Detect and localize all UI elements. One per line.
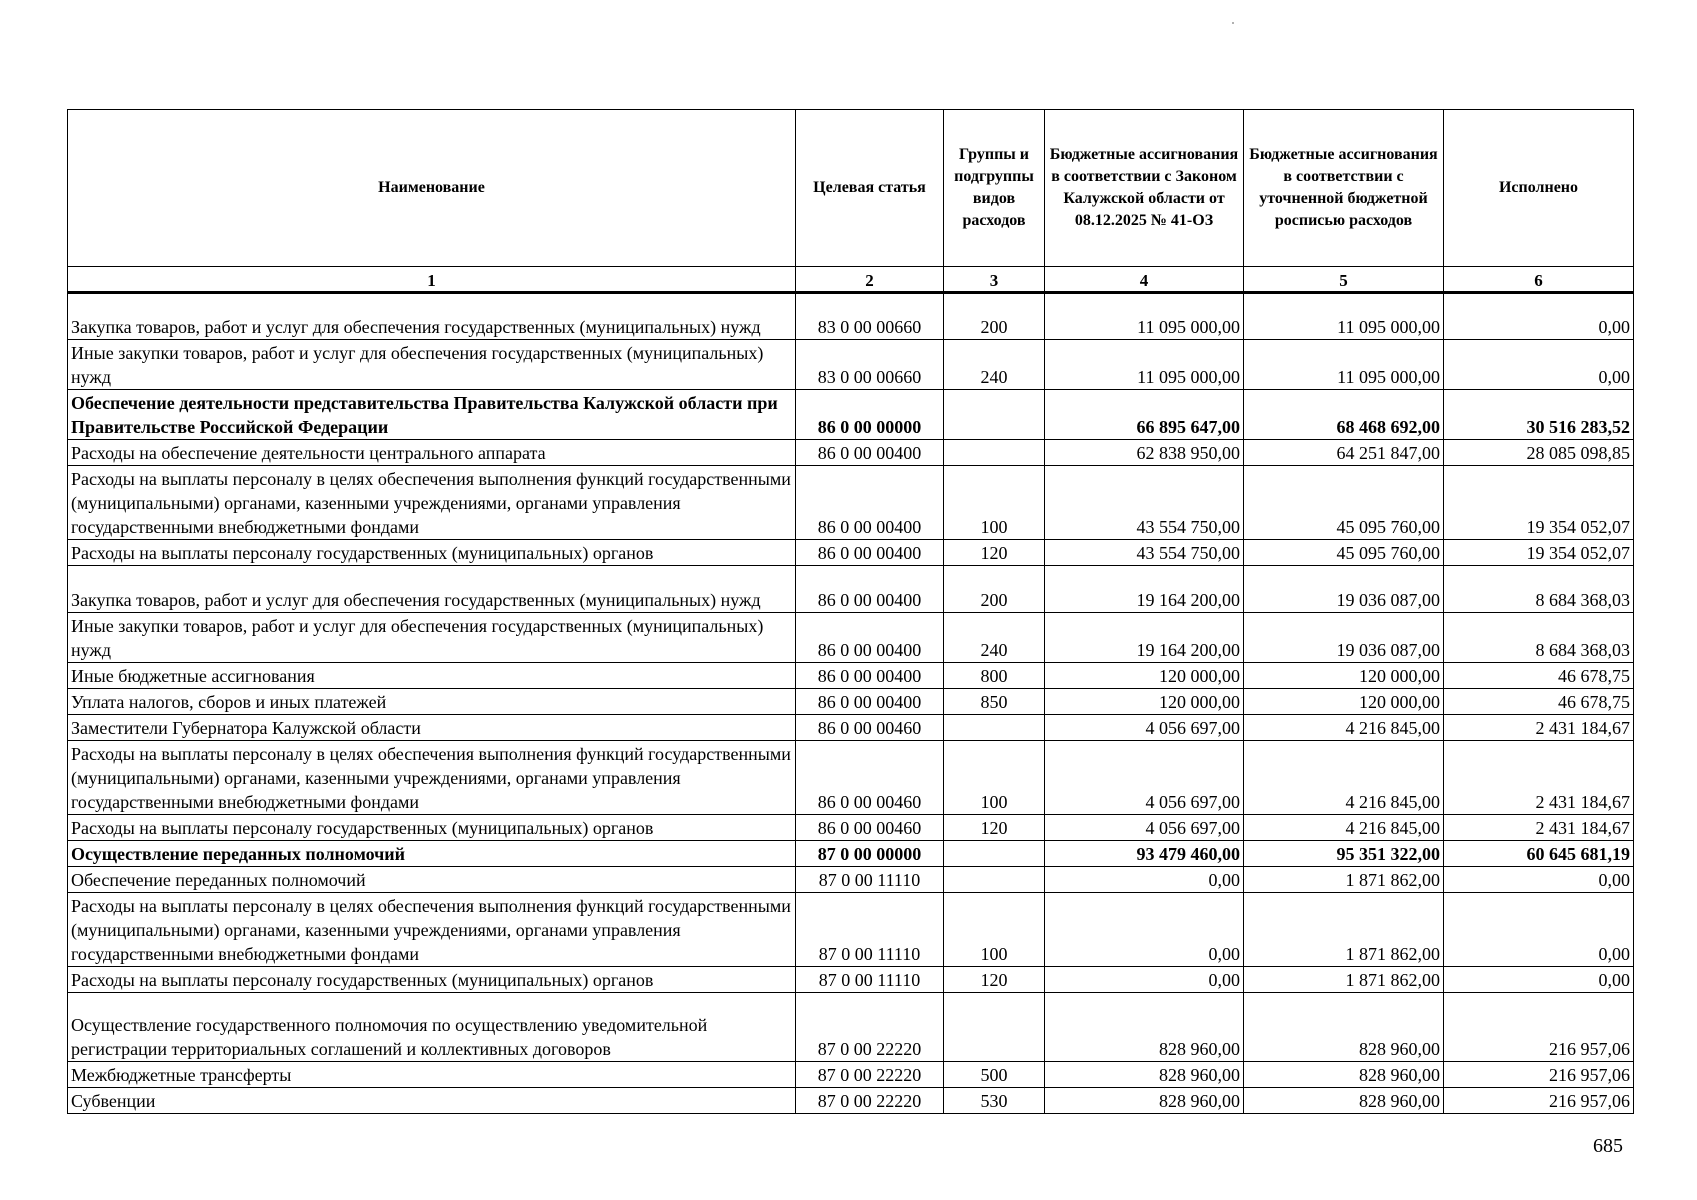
budget-table (67, 109, 1634, 1114)
row-target-article: 83 0 00 00660 (796, 293, 944, 340)
row-executed: 46 678,75 (1444, 663, 1634, 689)
row-executed: 0,00 (1444, 967, 1634, 993)
row-expense-group (944, 993, 1045, 1062)
header-executed: Исполнено (1444, 110, 1634, 267)
row-name: Субвенции (68, 1088, 796, 1114)
row-target-article: 87 0 00 22220 (796, 1062, 944, 1088)
row-expense-group: 530 (944, 1088, 1045, 1114)
row-name: Расходы на выплаты персоналу государственных (муниципальных) органов (68, 815, 796, 841)
table-row (68, 715, 1634, 741)
row-law-allocation: 0,00 (1045, 967, 1244, 993)
row-target-article: 87 0 00 22220 (796, 993, 944, 1062)
row-refined-allocation: 4 216 845,00 (1244, 815, 1444, 841)
row-law-allocation: 828 960,00 (1045, 1088, 1244, 1114)
table-row (68, 1062, 1634, 1088)
row-law-allocation: 19 164 200,00 (1045, 566, 1244, 613)
row-expense-group: 100 (944, 741, 1045, 815)
row-law-allocation: 62 838 950,00 (1045, 440, 1244, 466)
row-name: Уплата налогов, сборов и иных платежей (68, 689, 796, 715)
row-expense-group: 120 (944, 967, 1045, 993)
header-law-allocations: Бюджетные ассигнования в соответствии с Законом Калужской области от 08.12.2025 № 41-ОЗ (1045, 110, 1244, 267)
row-target-article: 86 0 00 00460 (796, 741, 944, 815)
row-expense-group (944, 715, 1045, 741)
table-row (68, 867, 1634, 893)
row-expense-group: 200 (944, 566, 1045, 613)
row-refined-allocation: 11 095 000,00 (1244, 340, 1444, 390)
row-refined-allocation: 11 095 000,00 (1244, 293, 1444, 340)
table-row (68, 893, 1634, 967)
row-expense-group: 800 (944, 663, 1045, 689)
row-law-allocation: 828 960,00 (1045, 1062, 1244, 1088)
row-law-allocation: 43 554 750,00 (1045, 540, 1244, 566)
header-expense-groups: Группы и подгруппы видов расходов (944, 110, 1045, 267)
row-executed: 8 684 368,03 (1444, 566, 1634, 613)
row-target-article: 87 0 00 22220 (796, 1088, 944, 1114)
table-row (68, 613, 1634, 663)
row-target-article: 86 0 00 00460 (796, 715, 944, 741)
row-refined-allocation: 19 036 087,00 (1244, 613, 1444, 663)
table-row (68, 466, 1634, 540)
row-executed: 216 957,06 (1444, 1062, 1634, 1088)
table-row (68, 841, 1634, 867)
table-row (68, 815, 1634, 841)
row-law-allocation: 120 000,00 (1045, 689, 1244, 715)
row-target-article: 86 0 00 00460 (796, 815, 944, 841)
column-number: 5 (1244, 267, 1444, 293)
table-row (68, 440, 1634, 466)
row-target-article: 87 0 00 11110 (796, 867, 944, 893)
row-executed: 8 684 368,03 (1444, 613, 1634, 663)
row-refined-allocation: 828 960,00 (1244, 1062, 1444, 1088)
row-executed: 19 354 052,07 (1444, 466, 1634, 540)
row-name: Расходы на выплаты персоналу государственных (муниципальных) органов (68, 967, 796, 993)
table-row (68, 741, 1634, 815)
row-expense-group: 120 (944, 540, 1045, 566)
row-law-allocation: 120 000,00 (1045, 663, 1244, 689)
row-expense-group: 100 (944, 893, 1045, 967)
row-refined-allocation: 1 871 862,00 (1244, 893, 1444, 967)
table-row (68, 663, 1634, 689)
table-row (68, 993, 1634, 1062)
row-name: Расходы на выплаты персоналу в целях обеспечения выполнения функций государственными (муниципальными) органами, казенными учреждениями, органами управления государственными внебюджетными фондами (68, 741, 796, 815)
row-law-allocation: 11 095 000,00 (1045, 340, 1244, 390)
row-expense-group: 200 (944, 293, 1045, 340)
row-executed: 46 678,75 (1444, 689, 1634, 715)
row-name: Иные закупки товаров, работ и услуг для обеспечения государственных (муниципальных) нужд (68, 613, 796, 663)
row-law-allocation: 4 056 697,00 (1045, 741, 1244, 815)
row-expense-group (944, 440, 1045, 466)
row-expense-group: 120 (944, 815, 1045, 841)
table-body (68, 293, 1634, 1114)
row-law-allocation: 4 056 697,00 (1045, 815, 1244, 841)
row-name: Межбюджетные трансферты (68, 1062, 796, 1088)
row-name: Расходы на выплаты персоналу в целях обеспечения выполнения функций государственными (муниципальными) органами, казенными учреждениями, органами управления государственными внебюджетными фондами (68, 466, 796, 540)
row-executed: 60 645 681,19 (1444, 841, 1634, 867)
row-expense-group: 500 (944, 1062, 1045, 1088)
column-number: 2 (796, 267, 944, 293)
column-number: 6 (1444, 267, 1634, 293)
row-refined-allocation: 4 216 845,00 (1244, 715, 1444, 741)
row-refined-allocation: 120 000,00 (1244, 663, 1444, 689)
row-refined-allocation: 4 216 845,00 (1244, 741, 1444, 815)
table-row (68, 689, 1634, 715)
row-target-article: 86 0 00 00400 (796, 566, 944, 613)
table-row (68, 967, 1634, 993)
row-refined-allocation: 45 095 760,00 (1244, 466, 1444, 540)
row-name: Иные закупки товаров, работ и услуг для обеспечения государственных (муниципальных) нужд (68, 340, 796, 390)
row-refined-allocation: 120 000,00 (1244, 689, 1444, 715)
row-refined-allocation: 95 351 322,00 (1244, 841, 1444, 867)
row-refined-allocation: 64 251 847,00 (1244, 440, 1444, 466)
row-expense-group (944, 390, 1045, 440)
table-row (68, 540, 1634, 566)
row-law-allocation: 66 895 647,00 (1045, 390, 1244, 440)
row-name: Расходы на выплаты персоналу в целях обеспечения выполнения функций государственными (муниципальными) органами, казенными учреждениями, органами управления государственными внебюджетными фондами (68, 893, 796, 967)
row-executed: 0,00 (1444, 893, 1634, 967)
table-header-row (68, 110, 1634, 267)
row-name: Закупка товаров, работ и услуг для обеспечения государственных (муниципальных) нужд (68, 566, 796, 613)
row-name: Расходы на выплаты персоналу государственных (муниципальных) органов (68, 540, 796, 566)
page-number: 685 (1593, 1135, 1623, 1157)
row-target-article: 86 0 00 00400 (796, 466, 944, 540)
row-expense-group (944, 841, 1045, 867)
row-executed: 216 957,06 (1444, 993, 1634, 1062)
row-name: Осуществление государственного полномочия по осуществлению уведомительной регистрации территориальных соглашений и коллективных договоров (68, 993, 796, 1062)
row-executed: 19 354 052,07 (1444, 540, 1634, 566)
row-refined-allocation: 828 960,00 (1244, 993, 1444, 1062)
row-executed: 2 431 184,67 (1444, 741, 1634, 815)
row-target-article: 86 0 00 00400 (796, 613, 944, 663)
header-name: Наименование (68, 110, 796, 267)
row-executed: 0,00 (1444, 867, 1634, 893)
row-refined-allocation: 1 871 862,00 (1244, 867, 1444, 893)
row-refined-allocation: 1 871 862,00 (1244, 967, 1444, 993)
row-refined-allocation: 45 095 760,00 (1244, 540, 1444, 566)
row-law-allocation: 43 554 750,00 (1045, 466, 1244, 540)
row-name: Иные бюджетные ассигнования (68, 663, 796, 689)
row-target-article: 86 0 00 00000 (796, 390, 944, 440)
row-expense-group: 240 (944, 340, 1045, 390)
column-number: 1 (68, 267, 796, 293)
row-executed: 0,00 (1444, 340, 1634, 390)
row-law-allocation: 11 095 000,00 (1045, 293, 1244, 340)
row-expense-group: 850 (944, 689, 1045, 715)
row-expense-group (944, 867, 1045, 893)
row-target-article: 86 0 00 00400 (796, 663, 944, 689)
row-name: Закупка товаров, работ и услуг для обеспечения государственных (муниципальных) нужд (68, 293, 796, 340)
row-law-allocation: 93 479 460,00 (1045, 841, 1244, 867)
row-name: Обеспечение переданных полномочий (68, 867, 796, 893)
row-target-article: 86 0 00 00400 (796, 540, 944, 566)
header-target-article: Целевая статья (796, 110, 944, 267)
row-target-article: 87 0 00 11110 (796, 967, 944, 993)
row-name: Осуществление переданных полномочий (68, 841, 796, 867)
table-row (68, 566, 1634, 613)
row-law-allocation: 0,00 (1045, 893, 1244, 967)
column-number: 4 (1045, 267, 1244, 293)
row-law-allocation: 4 056 697,00 (1045, 715, 1244, 741)
row-law-allocation: 0,00 (1045, 867, 1244, 893)
row-target-article: 87 0 00 00000 (796, 841, 944, 867)
row-refined-allocation: 828 960,00 (1244, 1088, 1444, 1114)
row-expense-group: 240 (944, 613, 1045, 663)
table-row (68, 293, 1634, 340)
row-refined-allocation: 19 036 087,00 (1244, 566, 1444, 613)
table-row (68, 390, 1634, 440)
row-law-allocation: 19 164 200,00 (1045, 613, 1244, 663)
row-executed: 30 516 283,52 (1444, 390, 1634, 440)
row-executed: 2 431 184,67 (1444, 715, 1634, 741)
row-executed: 0,00 (1444, 293, 1634, 340)
table-row (68, 340, 1634, 390)
row-target-article: 87 0 00 11110 (796, 893, 944, 967)
row-target-article: 86 0 00 00400 (796, 440, 944, 466)
row-name: Обеспечение деятельности представительства Правительства Калужской области при Правительстве Российской Федерации (68, 390, 796, 440)
scan-speck (1232, 22, 1234, 24)
row-executed: 28 085 098,85 (1444, 440, 1634, 466)
column-number-row (68, 267, 1634, 293)
row-expense-group: 100 (944, 466, 1045, 540)
row-executed: 216 957,06 (1444, 1088, 1634, 1114)
header-refined-allocations: Бюджетные ассигнования в соответствии с уточненной бюджетной росписью расходов (1244, 110, 1444, 267)
row-refined-allocation: 68 468 692,00 (1244, 390, 1444, 440)
row-name: Заместители Губернатора Калужской области (68, 715, 796, 741)
table-row (68, 1088, 1634, 1114)
row-executed: 2 431 184,67 (1444, 815, 1634, 841)
row-target-article: 86 0 00 00400 (796, 689, 944, 715)
row-law-allocation: 828 960,00 (1045, 993, 1244, 1062)
row-name: Расходы на обеспечение деятельности центрального аппарата (68, 440, 796, 466)
row-target-article: 83 0 00 00660 (796, 340, 944, 390)
column-number: 3 (944, 267, 1045, 293)
